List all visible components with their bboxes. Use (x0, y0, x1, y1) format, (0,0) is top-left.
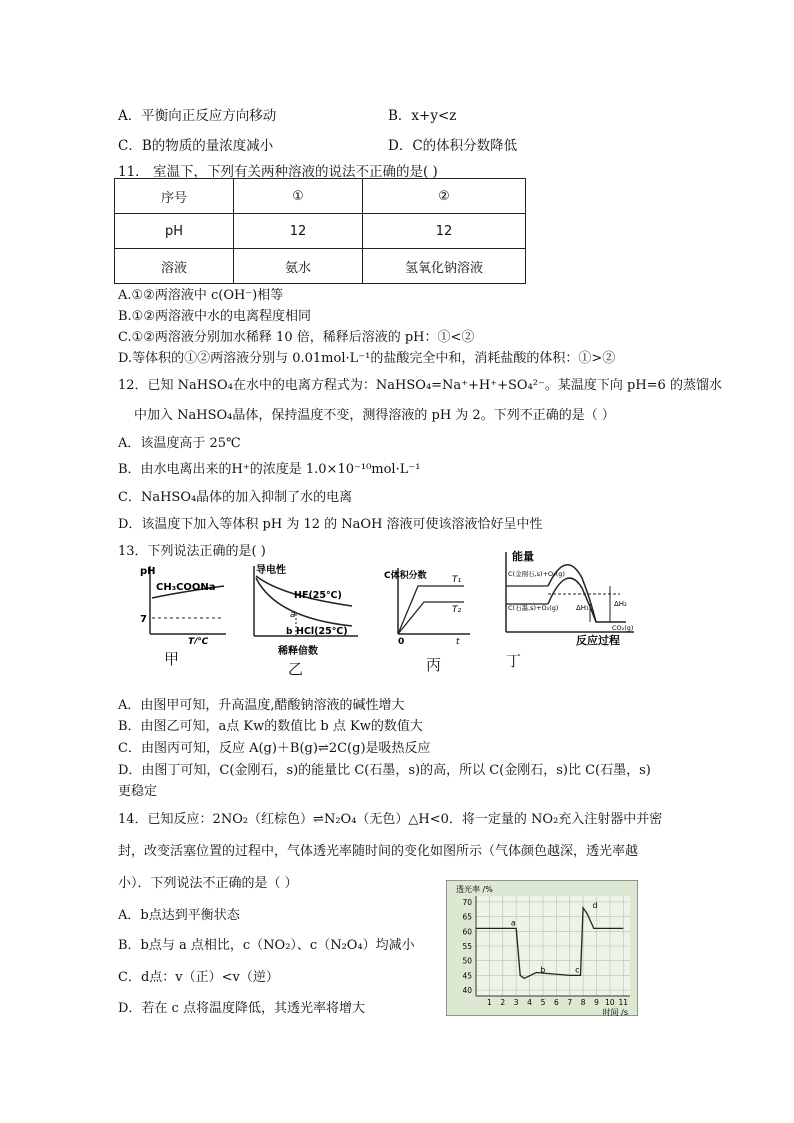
hf-label: HF(25℃) (294, 590, 342, 601)
hcl-label: HCl(25℃) (296, 626, 348, 637)
x-label: 反应过程 (576, 634, 620, 647)
x-tick-label: 8 (580, 998, 586, 1007)
y-tick-label: 50 (462, 956, 472, 966)
table-cell: 氨水 (234, 249, 363, 284)
table-cell: 12 (363, 214, 526, 249)
y-tick-label: 55 (462, 942, 472, 951)
t1-label: T₁ (452, 575, 462, 585)
q11-table (114, 178, 526, 284)
q13-option-d-line1: D．由图丁可知，C(金刚石，s)的能量比 C(石墨，s)的高，所以 C(金刚石，s)比 C(石墨，s) (118, 763, 651, 778)
x-tick-label: 7 (567, 998, 573, 1007)
point-label-a: a (510, 918, 516, 928)
q11-option-d: D.等体积的①②两溶液分别与 0.01mol·L⁻¹的盐酸完全中和，消耗盐酸的体积：①>② (118, 351, 616, 366)
q11-stem: 11． 室温下，下列有关两种溶液的说法不正确的是( ) (118, 164, 438, 180)
x-tick-label: 1 (487, 998, 492, 1007)
y-tick-label: 65 (462, 912, 472, 922)
graphite-curve (548, 578, 596, 622)
q14-stem-line2: 封，改变活塞位置的过程中，气体透光率随时间的变化如图所示（气体颜色越深，透光率越 (118, 844, 639, 859)
x-label: t (456, 637, 460, 646)
table-cell: pH (115, 214, 234, 249)
dh1-label: ΔH₁ (576, 604, 589, 612)
x-axis-label: 时间 /s (602, 1008, 628, 1016)
q10-option-d: D．C的体积分数降低 (388, 138, 518, 154)
q11-option-c: C.①②两溶液分别加水稀释 10 倍，稀释后溶液的 pH：①<② (118, 330, 475, 345)
series-label: CH₃COONa (156, 582, 216, 593)
origin-label: 0 (398, 637, 405, 646)
table-row (115, 179, 526, 214)
q14-option-b: B．b点与 a 点相比，c（NO₂）、c（N₂O₄）均减小 (118, 938, 415, 953)
point-label-c: c (575, 965, 580, 975)
table-cell: ② (363, 179, 526, 214)
y-label: 能量 (512, 550, 534, 563)
y-label: C体积分数 (384, 571, 427, 581)
y-tick-label: 70 (462, 897, 472, 907)
q12-stem-line2: 中加入 NaHSO₄晶体，保持温度不变，测得溶液的 pH 为 2。下列不正确的是（ ） (134, 408, 615, 423)
q10-option-c: C．B的物质的量浓度减小 (118, 138, 274, 154)
x-tick-label: 9 (594, 998, 599, 1007)
table-cell: 氢氧化钠溶液 (363, 249, 526, 284)
q11-option-b: B.①②两溶液中水的电离程度相同 (118, 309, 311, 324)
q12-option-c: C．NaHSO₄晶体的加入抑制了水的电离 (118, 490, 353, 505)
q13-option-a: A．由图甲可知，升高温度,醋酸钠溶液的碱性增大 (118, 698, 405, 713)
figure-ding (500, 548, 640, 648)
q14-stem-line1: 14．已知反应：2NO₂（红棕色）⇌N₂O₄（无色）△H<0．将一定量的 NO₂充入注射器中并密 (118, 812, 663, 827)
q13-option-b: B．由图乙可知，a点 Kw的数值比 b 点 Kw的数值大 (118, 719, 423, 734)
figure-jia-caption: 甲 (164, 650, 180, 668)
q11-option-a: A.①②两溶液中 c(OH⁻)相等 (118, 288, 284, 303)
q12-stem-line1: 12．已知 NaHSO₄在水中的电离方程式为：NaHSO₄=Na⁺+H⁺+SO₄²⁻。某温度下向 pH=6 的蒸馏水 (118, 378, 722, 393)
figure-bing-caption: 丙 (426, 656, 442, 674)
y-axis-label: 透光率 /% (456, 885, 493, 894)
x-tick-label: 6 (553, 998, 559, 1007)
table-cell: 12 (234, 214, 363, 249)
x-tick-label: 2 (500, 998, 506, 1007)
y-tick-label: 40 (462, 986, 472, 996)
x-label: 稀释倍数 (278, 646, 318, 657)
q13-option-c: C．由图丙可知，反应 A(g)＋B(g)⇌2C(g)是吸热反应 (118, 741, 431, 756)
q14-option-c: C．d点：v（正）<v（逆） (118, 970, 279, 985)
q12-option-b: B．由水电离出来的H⁺的浓度是 1.0×10⁻¹⁰mol·L⁻¹ (118, 462, 421, 477)
q10-option-a: A．平衡向正反应方向移动 (118, 108, 277, 124)
co2-label: CO₂(g) (612, 624, 634, 632)
y-tick-label: 45 (462, 971, 472, 981)
x-tick-label: 3 (513, 998, 519, 1007)
table-cell: 序号 (115, 179, 234, 214)
q12-option-a: A．该温度高于 25℃ (118, 436, 241, 451)
q10-option-b: B．x+y<z (388, 108, 457, 124)
point-label-d: d (592, 900, 598, 910)
q14-option-d: D．若在 c 点将温度降低，其透光率将增大 (118, 1001, 365, 1016)
x-tick-label: 11 (618, 998, 629, 1007)
dh2-label: ΔH₂ (614, 600, 627, 608)
table-cell: ① (234, 179, 363, 214)
q13-option-d-line2: 更稳定 (118, 784, 158, 799)
y-label: 导电性 (256, 565, 286, 576)
figure-jia (140, 562, 230, 644)
point-label-b: b (540, 965, 546, 975)
diamond-label: C(金刚石,s)+O₂(g) (508, 570, 565, 578)
x-tick-label: 10 (605, 998, 615, 1007)
table-row (115, 214, 526, 249)
q12-option-d: D．该温度下加入等体积 pH 为 12 的 NaOH 溶液可使该溶液恰好呈中性 (118, 517, 543, 532)
x-tick-label: 4 (527, 998, 532, 1007)
table-row (115, 249, 526, 284)
y-tick: 7 (140, 614, 147, 625)
figure-yi-caption: 乙 (288, 660, 304, 678)
table-cell: 溶液 (115, 249, 234, 284)
x-tick-label: 5 (540, 998, 546, 1007)
t2-label: T₂ (452, 605, 462, 615)
q14-option-a: A．b点达到平衡状态 (118, 908, 240, 923)
y-tick-label: 60 (462, 927, 472, 937)
figure-yi (242, 562, 362, 662)
q13-stem: 13．下列说法正确的是( ) (118, 544, 266, 559)
figure-bing (384, 564, 474, 646)
transmittance-chart (446, 880, 638, 1016)
point-b-label: b (286, 627, 293, 637)
point-a-label: a (290, 610, 296, 620)
x-label: T/℃ (188, 637, 209, 644)
graphite-label: C(石墨,s)+O₂(g) (508, 604, 559, 612)
figure-ding-caption: 丁 (506, 652, 522, 670)
y-label: pH (140, 566, 156, 577)
q14-stem-line3: 小）．下列说法不正确的是（ ） (118, 876, 298, 891)
